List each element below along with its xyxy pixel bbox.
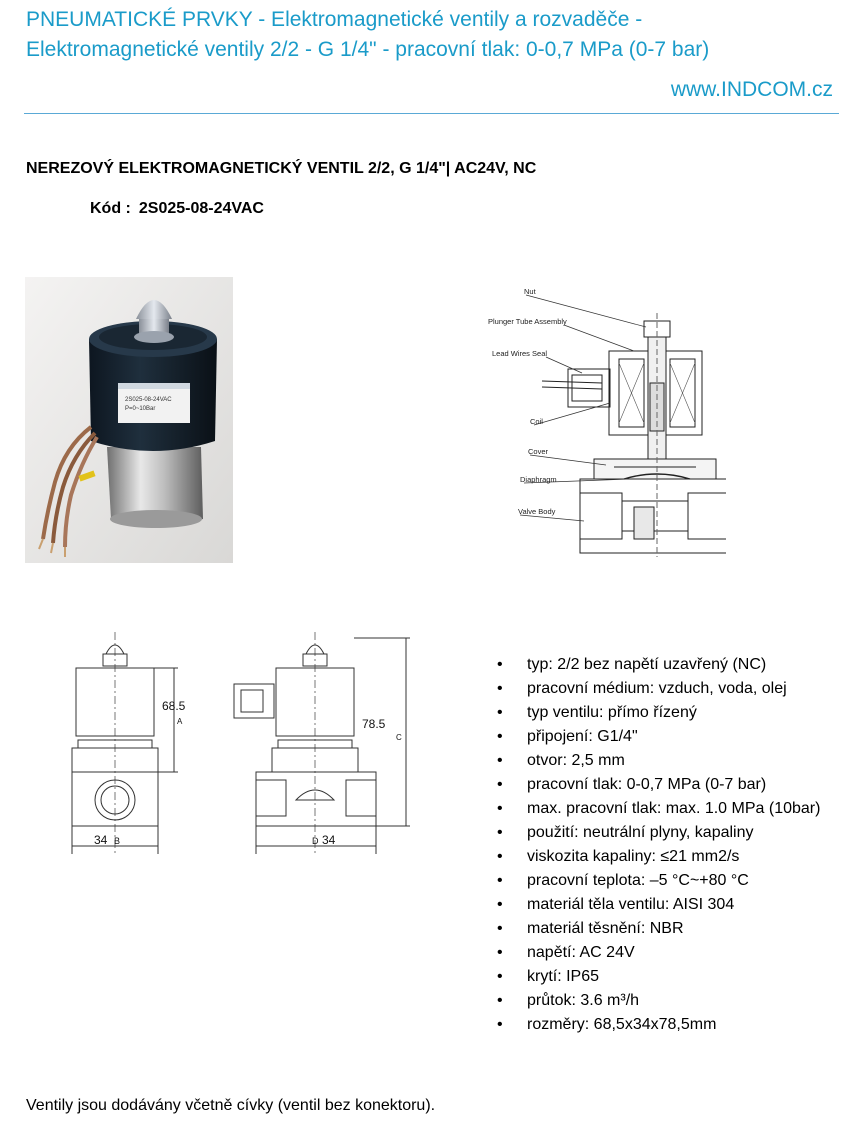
- label-plunger-tube: Plunger Tube Assembly: [488, 317, 567, 326]
- dim-width-d-value: 34: [322, 833, 336, 847]
- dim-height-a-letter: A: [177, 717, 183, 726]
- photo-label-line: 2S025-08-24VAC: [125, 397, 172, 403]
- spec-item: • materiál těsnění: NBR: [497, 917, 837, 941]
- spec-item: • napětí: AC 24V: [497, 941, 837, 965]
- spec-item: • typ ventilu: přímo řízený: [497, 701, 837, 725]
- label-cover: Cover: [528, 447, 549, 456]
- header-website: www.INDCOM.cz: [670, 78, 833, 101]
- dim-width-b-value: 34: [94, 833, 108, 847]
- spec-item: • rozměry: 68,5x34x78,5mm: [497, 1013, 837, 1037]
- spec-list: [497, 653, 837, 1037]
- photo-label-line: P=0~10Bar: [125, 406, 156, 412]
- product-code-label: Kód :: [90, 200, 131, 217]
- product-title: NEREZOVÝ ELEKTROMAGNETICKÝ VENTIL 2/2, G 1/4"| AC24V, NC: [26, 160, 537, 177]
- spec-item: • použití: neutrální plyny, kapaliny: [497, 821, 837, 845]
- spec-item: • pracovní tlak: 0-0,7 MPa (0-7 bar): [497, 773, 837, 797]
- label-nut: Nut: [524, 287, 536, 296]
- footer-note: Ventily jsou dodávány včetně cívky (ventil bez konektoru).: [26, 1097, 436, 1114]
- header-subcategory-line: Elektromagnetické ventily 2/2 - G 1/4" - pracovní tlak: 0-0,7 MPa (0-7 bar): [26, 38, 710, 61]
- spec-item: • pracovní teplota: –5 °C~+80 °C: [497, 869, 837, 893]
- spec-item: • průtok: 3.6 m³/h: [497, 989, 837, 1013]
- valve-photo: [25, 277, 233, 563]
- dim-height-a-value: 68.5: [162, 699, 186, 713]
- label-diaphragm: Diaphragm: [520, 475, 557, 484]
- spec-item: • otvor: 2,5 mm: [497, 749, 837, 773]
- valve-dimension-drawing: [58, 632, 420, 854]
- spec-item: • pracovní médium: vzduch, voda, olej: [497, 677, 837, 701]
- spec-item: • typ: 2/2 bez napětí uzavřený (NC): [497, 653, 837, 677]
- label-valve-body: Valve Body: [518, 507, 556, 516]
- spec-item: • připojení: G1/4": [497, 725, 837, 749]
- label-lead-wires-seal: Lead Wires Seal: [492, 349, 548, 358]
- spec-item: • materiál těla ventilu: AISI 304: [497, 893, 837, 917]
- dim-width-d-letter: D: [312, 836, 319, 846]
- product-code-value: 2S025-08-24VAC: [138, 200, 264, 217]
- header-divider: [24, 113, 839, 114]
- spec-item: • max. pracovní tlak: max. 1.0 MPa (10bar): [497, 797, 837, 821]
- spec-item: • krytí: IP65: [497, 965, 837, 989]
- dim-height-c-letter: C: [396, 733, 402, 742]
- label-coil: Coil: [530, 417, 543, 426]
- dim-height-c-value: 78.5: [362, 717, 386, 731]
- header-category-line: PNEUMATICKÉ PRVKY - Elektromagnetické ventily a rozvaděče -: [26, 8, 643, 31]
- valve-section-drawing: [484, 283, 726, 561]
- spec-item: • viskozita kapaliny: ≤21 mm2/s: [497, 845, 837, 869]
- product-code: [90, 200, 264, 218]
- dim-width-b-letter: B: [114, 836, 121, 846]
